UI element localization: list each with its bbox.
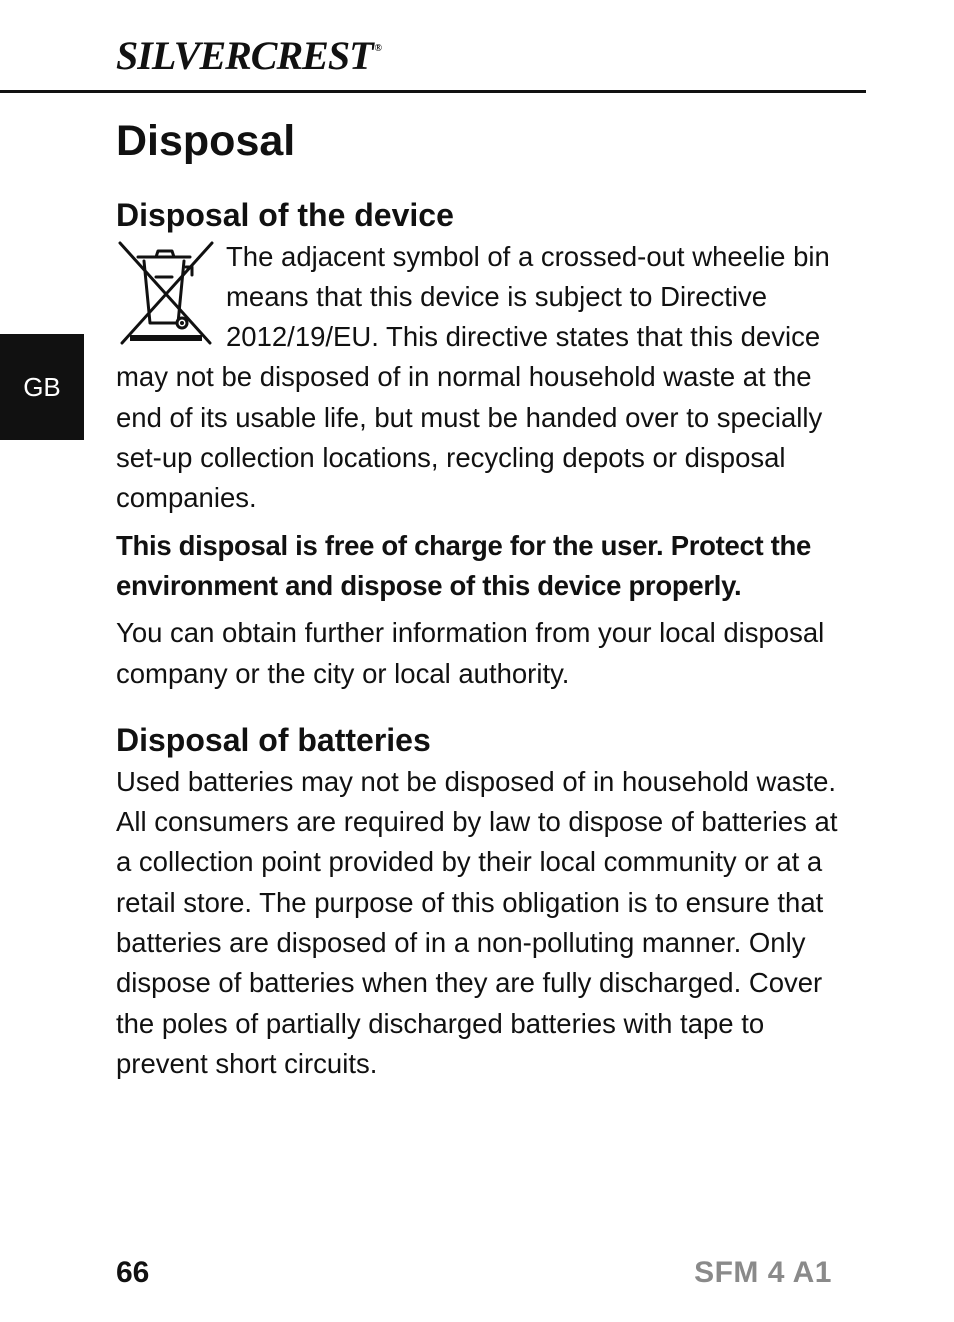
- brand-name: SILVERCREST: [116, 33, 373, 78]
- language-tab: [0, 334, 84, 440]
- brand-logo: [116, 33, 382, 78]
- free-of-charge-paragraph: This disposal is free of charge for the user. Protect the environment and dispose of this device properly.: [116, 529, 812, 601]
- batteries-section-title: Disposal of batteries: [116, 721, 431, 758]
- language-label: GB: [23, 371, 61, 402]
- batteries-paragraph: Used batteries may not be disposed of in household waste. All consumers are required by law to dispose of batteries at a collection point provided by their local community or at a retail store. The purpose of this obligation is to ensure that batteries are disposed of in a non-polluting manner. Only dispose of batteries when they are fully discharged. Cover the poles of partially discharged batteries with tape to prevent short circuits.: [116, 765, 838, 1079]
- page-title: Disposal: [116, 117, 296, 165]
- header-rule: [0, 90, 866, 93]
- device-disposal-paragraph: The adjacent symbol of a crossed-out wheelie bin means that this device is subject to Directive 2012/19/EU. This directive states that this device may not be disposed of in normal household waste at the end of its usable life, but must be handed over to specially set-up collection locations, recycling depots or disposal companies.: [116, 240, 830, 514]
- page-content: [116, 116, 840, 1084]
- model-number: SFM 4 A1: [694, 1256, 832, 1289]
- device-section-title: Disposal of the device: [116, 196, 454, 233]
- further-info-paragraph: You can obtain further information from your local disposal company or the city or local authority.: [116, 617, 825, 689]
- page-number: 66: [116, 1256, 150, 1289]
- crossed-out-wheelie-bin-icon: [116, 239, 216, 347]
- trademark-symbol: ®: [374, 43, 382, 54]
